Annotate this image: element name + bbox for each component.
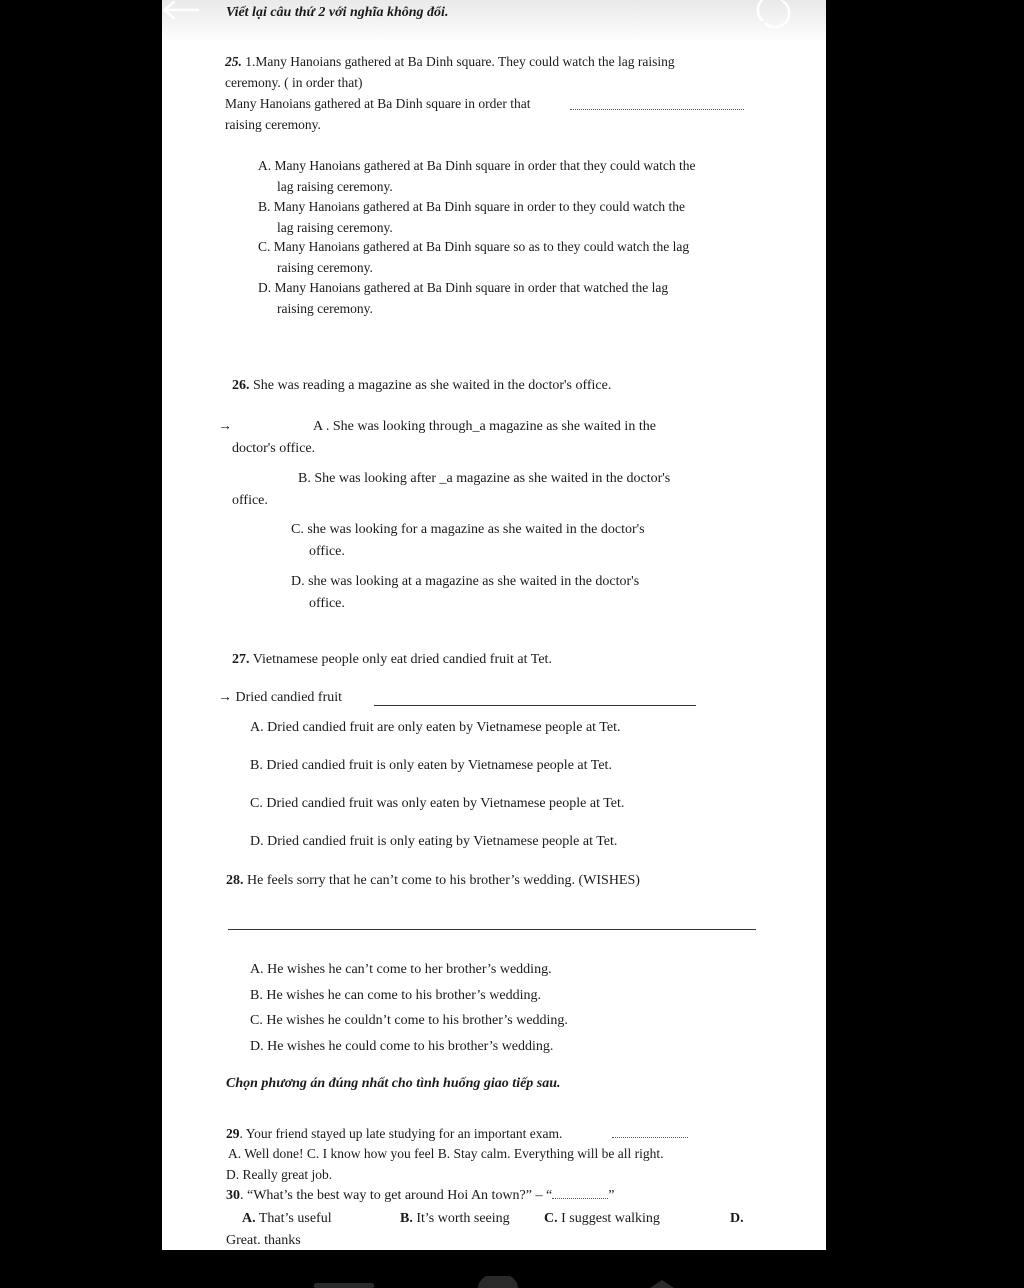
q27-option-a[interactable]: A. Dried candied fruit are only eaten by Vietnamese people at Tet. — [250, 720, 621, 735]
q25-option-b-line2: lag raising ceremony. — [277, 220, 393, 235]
q27-answer-blank[interactable] — [374, 705, 696, 706]
q29-answer-blank[interactable] — [612, 1137, 688, 1138]
q27-prompt: → Dried candied fruit — [218, 690, 343, 705]
q25-stem-line1: 25. 1.Many Hanoians gathered at Ba Dinh square. They could watch the lag raising — [225, 54, 675, 69]
q30-number: 30 — [226, 1188, 240, 1203]
q25-answer-blank[interactable] — [570, 109, 744, 110]
q26-option-d-line2: office. — [309, 596, 345, 611]
rotate-icon[interactable] — [752, 0, 794, 28]
q25-stem-line2: ceremony. ( in order that) — [225, 75, 363, 90]
q29-stem: 29. Your friend stayed up late studying for an important exam. — [226, 1126, 563, 1141]
q25-option-c-line1[interactable]: C. Many Hanoians gathered at Ba Dinh square so as to they could watch the lag — [258, 239, 690, 254]
q25-option-b-line1[interactable]: B. Many Hanoians gathered at Ba Dinh square in order to they could watch the — [258, 199, 686, 214]
q28-option-b[interactable]: B. He wishes he can come to his brother’s wedding. — [250, 988, 541, 1003]
q29-options-line2[interactable]: D. Really great job. — [226, 1167, 333, 1182]
q28-number: 28. — [226, 873, 244, 888]
bottom-nav-bar — [300, 1276, 724, 1288]
q26-arrow: → — [218, 419, 232, 434]
nav-back-icon[interactable] — [650, 1280, 674, 1288]
q25-prompt-line2: raising ceremony. — [225, 117, 321, 132]
q26-option-a-line1[interactable]: A . She was looking through_a magazine as she waited in the — [313, 419, 656, 434]
q30-option-a[interactable]: A. That’s useful — [242, 1211, 332, 1226]
q26-option-d-line1[interactable]: D. she was looking at a magazine as she waited in the doctor's — [291, 574, 640, 589]
q30-answer-blank[interactable] — [552, 1186, 608, 1199]
q26-option-b-line1[interactable]: B. She was looking after _a magazine as she waited in the doctor's — [298, 471, 671, 486]
section-heading: Chọn phương án đúng nhất cho tình huống giao tiếp sau. — [226, 1076, 561, 1091]
q28-option-a[interactable]: A. He wishes he can’t come to her brother’s wedding. — [250, 962, 552, 977]
q26-stem: 26. She was reading a magazine as she waited in the doctor's office. — [232, 378, 612, 393]
q27-option-c[interactable]: C. Dried candied fruit was only eaten by Vietnamese people at Tet. — [250, 796, 625, 811]
q29-options-line1[interactable]: A. Well done! C. I know how you feel B. Stay calm. Everything will be all right. — [228, 1146, 664, 1161]
q28-stem: 28. He feels sorry that he can’t come to his brother’s wedding. (WISHES) — [226, 873, 640, 888]
q26-option-b-line2: office. — [232, 493, 268, 508]
q25-prompt-line1: Many Hanoians gathered at Ba Dinh square in order that — [225, 96, 531, 111]
nav-menu-icon[interactable] — [314, 1283, 374, 1288]
q30-option-d-text[interactable]: Great. thanks — [226, 1233, 301, 1248]
q25-option-c-line2: raising ceremony. — [277, 260, 373, 275]
q28-answer-blank[interactable] — [228, 929, 756, 930]
document-page — [162, 0, 826, 1250]
q30-stem: 30. “What’s the best way to get around Hoi An town?” – “ ” — [226, 1188, 615, 1203]
q28-option-c[interactable]: C. He wishes he couldn’t come to his brother’s wedding. — [250, 1013, 568, 1028]
q27-number: 27. — [232, 652, 250, 667]
q27-stem: 27. Vietnamese people only eat dried candied fruit at Tet. — [232, 652, 552, 667]
q27-option-b[interactable]: B. Dried candied fruit is only eaten by Vietnamese people at Tet. — [250, 758, 612, 773]
nav-home-icon[interactable] — [478, 1276, 518, 1288]
back-arrow-icon[interactable] — [162, 0, 200, 24]
q25-option-a-line1[interactable]: A. Many Hanoians gathered at Ba Dinh square in order that they could watch the — [258, 158, 696, 173]
q30-option-d-label[interactable]: D. — [730, 1211, 744, 1226]
page-heading: Viết lại câu thứ 2 với nghĩa không đổi. — [226, 5, 449, 20]
q25-option-a-line2: lag raising ceremony. — [277, 179, 393, 194]
q26-option-a-line2: doctor's office. — [232, 441, 316, 456]
q25-option-d-line2: raising ceremony. — [277, 301, 373, 316]
q26-number: 26. — [232, 378, 250, 393]
q30-option-c[interactable]: C. I suggest walking — [544, 1211, 660, 1226]
q25-number: 25. — [225, 54, 242, 69]
q29-number: 29 — [226, 1126, 240, 1141]
q25-option-d-line1[interactable]: D. Many Hanoians gathered at Ba Dinh square in order that watched the lag — [258, 280, 669, 295]
q26-option-c-line1[interactable]: C. she was looking for a magazine as she waited in the doctor's — [291, 522, 645, 537]
q27-option-d[interactable]: D. Dried candied fruit is only eating by Vietnamese people at Tet. — [250, 834, 618, 849]
q28-option-d[interactable]: D. He wishes he could come to his brother’s wedding. — [250, 1039, 554, 1054]
q26-option-c-line2: office. — [309, 544, 345, 559]
q30-option-b[interactable]: B. It’s worth seeing — [400, 1211, 510, 1226]
